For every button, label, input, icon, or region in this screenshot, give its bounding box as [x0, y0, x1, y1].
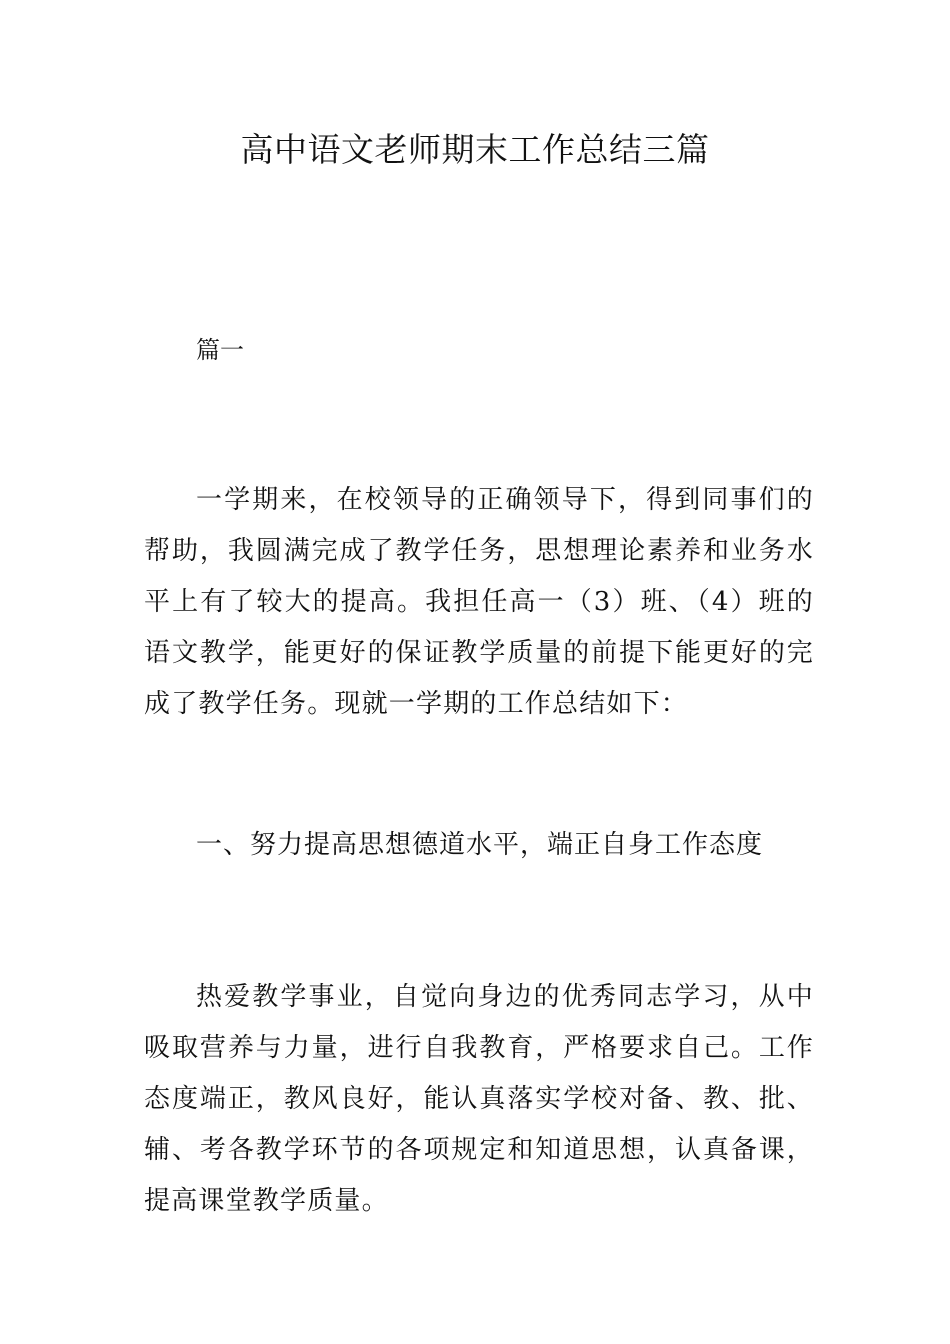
intro-paragraph: 一学期来，在校领导的正确领导下，得到同事们的帮助，我圆满完成了教学任务，思想理论素养和业务水平上有了较大的提高。我担任高一（3）班、（4）班的语文教学，能更好的保证教学质量的前提下能更好的完成了教学任务。现就一学期的工作总结如下： [144, 485, 814, 719]
body-paragraph: 热爱教学事业，自觉向身边的优秀同志学习，从中吸取营养与力量，进行自我教育，严格要求自己。工作态度端正，教风良好，能认真落实学校对备、教、批、辅、考各教学环节的各项规定和知道思想，认真备课，提高课堂教学质量。 [144, 982, 814, 1216]
document-title: 高中语文老师期末工作总结三篇 [240, 130, 710, 169]
section-heading: 一、努力提高思想德道水平，端正自身工作态度 [196, 830, 764, 860]
section-label: 篇一 [196, 336, 244, 364]
